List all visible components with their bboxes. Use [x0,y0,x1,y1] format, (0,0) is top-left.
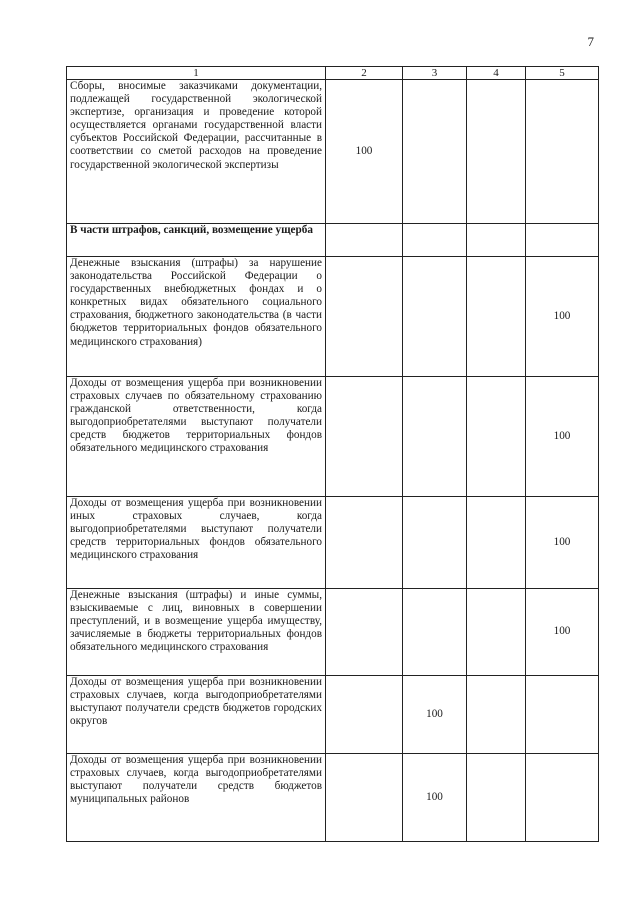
row-value [467,80,526,224]
row-value [467,377,526,497]
row-value [526,224,599,257]
row-value [467,754,526,842]
row-name: Денежные взыскания (штрафы) за нарушение законодательства Российской Федерации о государственных внебюджетных фондах и о конкретных видах обязательного социального страхования, бюджетного законодательства (в части бюджетов территориальных фондов обязательного медицинского страхования) [67,257,326,377]
row-value: 100 [526,257,599,377]
row-value [467,589,526,676]
table-row [67,257,599,377]
table-header-row [67,67,599,80]
table-row [67,754,599,842]
table-row [67,589,599,676]
row-value [526,80,599,224]
row-value [326,377,403,497]
column-header: 1 [67,67,326,80]
table-row [67,676,599,754]
row-name: Доходы от возмещения ущерба при возникновении страховых случаев, когда выгодоприобретателями выступают получатели средств бюджетов муниципальных районов [67,754,326,842]
row-value [403,377,467,497]
column-header: 3 [403,67,467,80]
column-header: 2 [326,67,403,80]
row-value [403,257,467,377]
page-number: 7 [587,34,594,49]
row-value [467,676,526,754]
row-value [326,676,403,754]
row-value: 100 [526,589,599,676]
row-value: 100 [326,80,403,224]
row-name: Доходы от возмещения ущерба при возникновении страховых случаев, когда выгодоприобретателями выступают получатели средств бюджетов городских округов [67,676,326,754]
row-value: 100 [403,754,467,842]
row-name: Доходы от возмещения ущерба при возникновении страховых случаев по обязательному страхованию гражданской ответственности, когда выгодоприобретателями выступают получатели средств бюджетов территориальных фондов обязательного медицинского страхования [67,377,326,497]
table-row [67,224,599,257]
row-value [467,224,526,257]
row-value [467,257,526,377]
row-name: Денежные взыскания (штрафы) и иные суммы, взыскиваемые с лиц, виновных в совершении преступлений, и в возмещение ущерба имуществу, зачисляемые в бюджеты территориальных фондов обязательного медицинского страхования [67,589,326,676]
row-value [326,224,403,257]
row-value [526,676,599,754]
row-value [326,257,403,377]
row-value [403,224,467,257]
row-value [403,80,467,224]
row-name: Сборы, вносимые заказчиками документации, подлежащей государственной экологической экспертизе, организация и проведение которой осуществляется органами государственной власти субъектов Российской Федерации, рассчитанные в соответствии со сметой расходов на проведение государственной экологической экспертизы [67,80,326,224]
row-value: 100 [526,377,599,497]
row-value [403,497,467,589]
row-value: 100 [403,676,467,754]
row-value [526,754,599,842]
row-value [326,589,403,676]
row-value [326,754,403,842]
table-row [67,497,599,589]
column-header: 4 [467,67,526,80]
row-value: 100 [526,497,599,589]
table-row [67,80,599,224]
row-name: Доходы от возмещения ущерба при возникновении иных страховых случаев, когда выгодоприобретателями выступают получатели средств территориальных фондов обязательного медицинского страхования [67,497,326,589]
revenue-distribution-table [66,66,599,842]
row-value [403,589,467,676]
row-value [467,497,526,589]
row-value [326,497,403,589]
section-heading: В части штрафов, санкций, возмещение ущерба [67,224,326,257]
column-header: 5 [526,67,599,80]
table-row [67,377,599,497]
